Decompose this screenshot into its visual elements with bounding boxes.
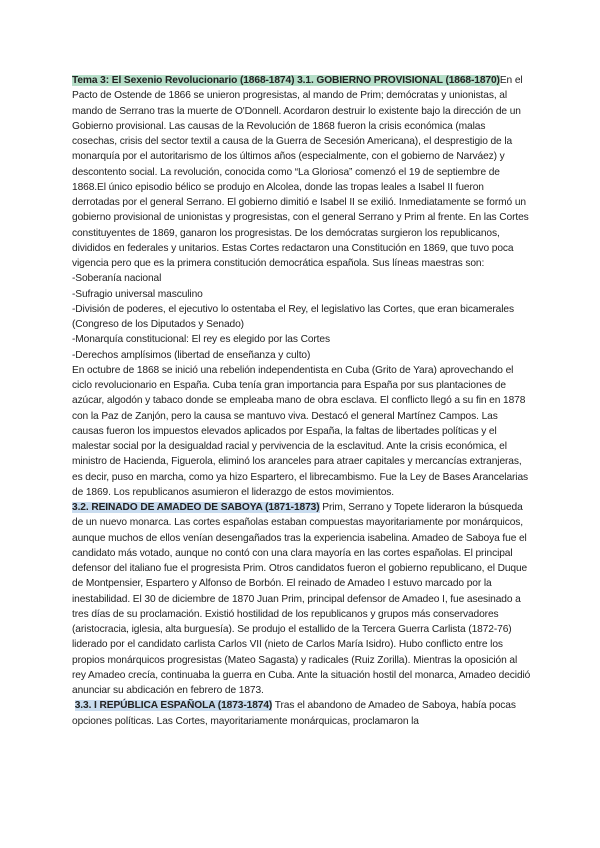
section-2-paragraph [72, 500, 532, 698]
list-item-soberania: -Soberanía nacional [72, 273, 162, 285]
section-1-body: En el Pacto de Ostende de 1866 se unieron progresistas, al mando de Prim; demócratas y unionistas, al mando de Serrano tras la muerte de O'Donnell. Acordaron destruir lo existente bajo la dirección de un Gobierno provisional. Las causas de la Revolución de 1868 fueron la crisis económica (malas cosechas, crisis del sector textil a causa de la Guerra de Secesión Americana), el desprestigio de la monarquía por el autoritarismo de los últimos años (especialmente, con el gobierno de Narváez) y descontento social. La revolución, conocida como “La Gloriosa” comenzó el 19 de septiembre de 1868.El único episodio bélico se produjo en Alcolea, donde las tropas leales a Isabel II fueron derrotadas por el general Serrano. El gobierno dimitió e Isabel II se exilió. Inmediatamente se formó un gobierno provisional de unionistas y progresistas, con el general Serrano y Prim al frente. En las Cortes constituyentes de 1869, ganaron los progresistas. De los demócratas surgieron los republicanos, divididos en federales y unitarios. Estas Cortes redactaron una Constitución en 1869, que tuvo poca vigencia pero que es la primera constitución democrática española. Sus líneas maestras son: [72, 75, 529, 269]
section-3-paragraph [72, 698, 532, 729]
section-3-heading: 3.3. I REPÚBLICA ESPAÑOLA (1873-1874) [74, 700, 273, 712]
section-1-heading: Tema 3: El Sexenio Revolucionario (1868-1874) 3.1. GOBIERNO PROVISIONAL (1868-1870) [72, 75, 500, 86]
section-2-heading: 3.2. REINADO DE AMADEO DE SABOYA (1871-1873) [72, 502, 320, 513]
list-item-derechos: -Derechos amplísimos (libertad de enseñanza y culto) [72, 349, 311, 361]
list-item-sufragio: -Sufragio universal masculino [72, 288, 203, 300]
list-item-monarquia: -Monarquía constitucional: El rey es elegido por las Cortes [72, 334, 330, 346]
section-3-body: Tras el abandono de Amadeo de Saboya, había pocas opciones políticas. Las Cortes, mayoritariamente monárquicas, proclamaron la [72, 700, 516, 727]
document-page [72, 73, 532, 729]
list-item-division-poderes: -División de poderes, el ejecutivo lo ostentaba el Rey, el legislativo las Cortes, que eran bicamerales (Congreso de los Diputados y Senado) [72, 303, 514, 330]
section-1-body-cuba: En octubre de 1868 se inició una rebelión independentista en Cuba (Grito de Yara) aprovechando el ciclo revolucionario en España. Cuba tenía gran importancia para España por sus plantaciones de azúcar, algodón y tabaco donde se empleaba mano de obra esclava. El conflicto llegó a su fin en 1878 con la Paz de Zanjón, pero la causa se mantuvo viva. Destacó el general Martínez Campos. Las causas fueron los impuestos elevados aplicados por España, la faltas de libertades políticas y el malestar social por la desigualdad racial y pervivencia de la esclavitud. Ante la crisis económica, el ministro de Hacienda, Figuerola, eliminó los aranceles para atraer capitales y mercancías extranjeras, es decir, puso en marcha, como ya hizo Espartero, el librecambismo. Fue la Ley de Bases Arancelarias de 1869. Los republicanos asumieron el liderazgo de estos movimientos. [72, 364, 529, 498]
section-2-body: Prim, Serrano y Topete lideraron la búsqueda de un nuevo monarca. Las cortes españolas estaban compuestas mayoritariamente por monárquicos, aunque muchos de ellos venían desengañados tras la experiencia isabelina. Amadeo de Saboya fue el candidato más votado, aunque no contó con una clara mayoría en las cortes españolas. El principal defensor del italiano fue el progresista Prim. Otros candidatos fueron el gobierno republicano, el Duque de Montpensier, Espartero y Alfonso de Borbón. El reinado de Amadeo I estuvo marcado por la inestabilidad. El 30 de diciembre de 1870 Juan Prim, principal defensor de Amadeo I, fue asesinado a tres días de su proclamación. Existió hostilidad de los republicanos y grupos más conservadores (aristocracia, iglesia, alta burguesía). Se produjo el estallido de la Tercera Guerra Carlista (1872-76) liderado por el candidato carlista Carlos VII (nieto de Carlos María Isidro). Hubo conflicto entre los propios monárquicos progresistas (Mateo Sagasta) y radicales (Ruiz Zorilla). Mientras la oposición al rey Amadeo crecía, continuaba la guerra en Cuba. Ante la situación hostil del monarca, Amadeo decidió anunciar su abdicación en febrero de 1873. [72, 502, 531, 696]
section-1-paragraph [72, 73, 532, 271]
